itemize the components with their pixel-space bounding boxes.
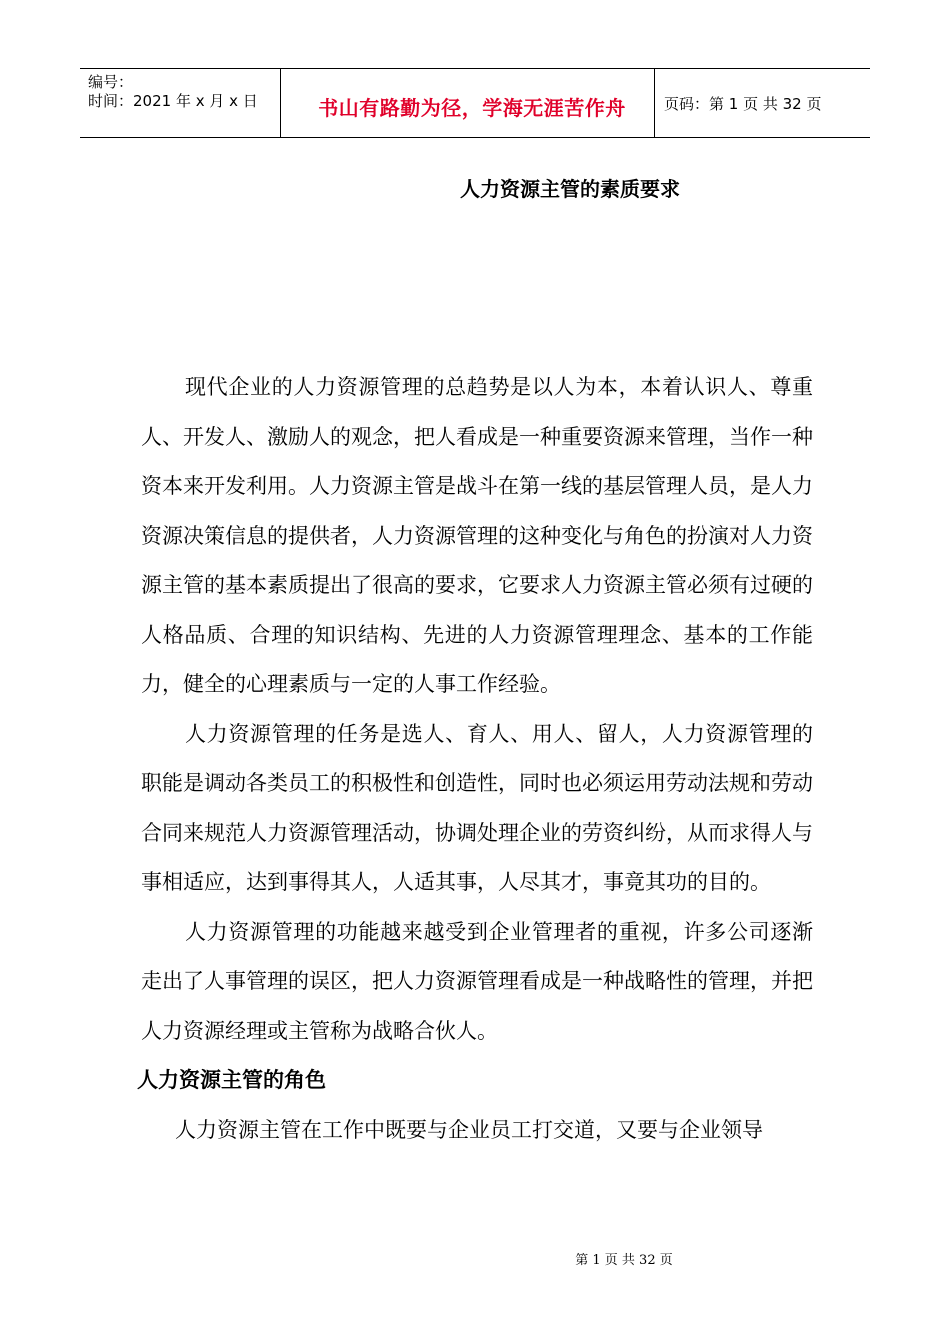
header-motto: 书山有路勤为径，学海无涯苦作舟 (318, 96, 626, 120)
number-label: 编号： (88, 73, 134, 91)
paragraph: 人力资源管理的功能越来越受到企业管理者的重视，许多公司逐渐走出了人事管理的误区，把人力资源管理看成是一种战略性的管理，并把人力资源经理或主管称为战略合伙人。 (141, 919, 813, 1043)
header-divider-right (654, 69, 655, 137)
paragraph: 人力资源管理的任务是选人、育人、用人、留人，人力资源管理的职能是调动各类员工的积极性和创造性，同时也必须运用劳动法规和劳动合同来规范人力资源管理活动，协调处理企业的劳资纠纷，从而求得人与事相适应，达到事得其人，人适其事，人尽其才，事竟其功的目的。 (141, 721, 813, 894)
page-footer: 第 1 页 共 32 页 (575, 1253, 673, 1268)
header-divider-left (280, 69, 281, 137)
header-meta (88, 73, 258, 111)
time-label: 时间：2021 年 x 月 x 日 (88, 92, 258, 110)
paragraph: 现代企业的人力资源管理的总趋势是以人为本，本着认识人、尊重人、开发人、激励人的观念，把人看成是一种重要资源来管理，当作一种资本来开发利用。人力资源主管是战斗在第一线的基层管理人员，是人力资源决策信息的提供者，人力资源管理的这种变化与角色的扮演对人力资源主管的基本素质提出了很高的要求，它要求人力资源主管必须有过硬的人格品质、合理的知识结构、先进的人力资源管理理念、基本的工作能力，健全的心理素质与一定的人事工作经验。 (141, 375, 813, 696)
page-header (80, 68, 870, 138)
document-title: 人力资源主管的素质要求 (460, 177, 680, 201)
paragraph: 人力资源主管在工作中既要与企业员工打交道，又要与企业领导 (175, 1117, 763, 1142)
header-page-number: 页码：第 1 页 共 32 页 (664, 95, 822, 113)
document-body (137, 363, 813, 1155)
section-heading: 人力资源主管的角色 (137, 1068, 326, 1092)
